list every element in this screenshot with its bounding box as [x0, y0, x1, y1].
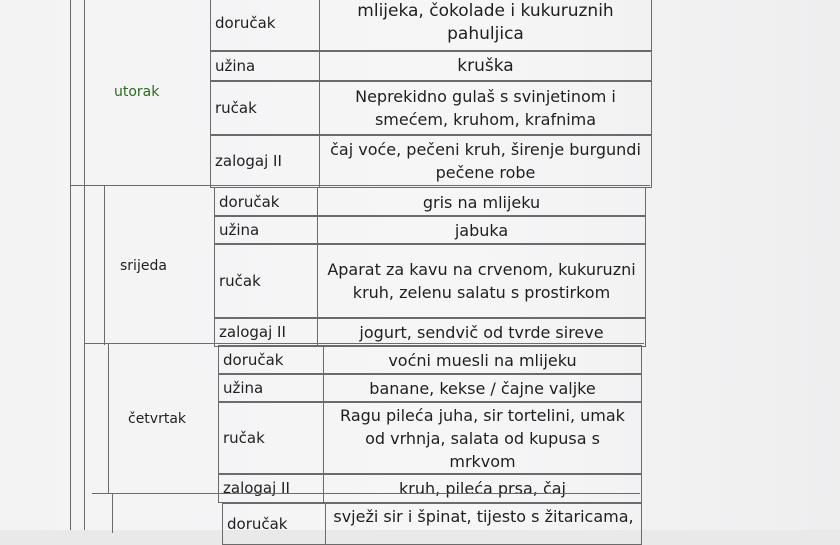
table-row	[214, 243, 646, 319]
day-label-cetvrtak: četvrtak	[128, 411, 187, 427]
table-row	[218, 373, 642, 403]
day-separator	[84, 343, 644, 344]
meal-cell: ručak	[218, 402, 324, 474]
table-row	[210, 80, 652, 136]
dish-cell: kruh, pileća prsa, čaj	[324, 474, 642, 502]
meal-cell: užina	[210, 51, 320, 81]
table-row	[214, 215, 646, 245]
meal-cell: zalogaj II	[218, 474, 324, 502]
day-column-border	[108, 343, 109, 493]
dish-cell: mlijeka, čokolade i kukuruznih pahuljica	[320, 0, 652, 51]
dish-cell: čaj voće, pečeni kruh, širenje burgundi pečene robe	[320, 135, 652, 187]
table-row	[218, 473, 642, 503]
meal-cell: doručak	[218, 346, 324, 374]
table-row	[222, 503, 642, 545]
table-row	[210, 50, 652, 82]
dish-cell: svježi sir i špinat, tijesto s žitaricama,	[326, 504, 642, 544]
meal-cell: doručak	[214, 188, 318, 216]
meal-cell: doručak	[210, 0, 320, 51]
day-label-srijeda: srijeda	[120, 258, 167, 274]
day-separator	[70, 185, 650, 186]
table-row	[210, 134, 652, 188]
table-border-left	[70, 0, 71, 530]
meal-cell: ručak	[210, 81, 320, 135]
dish-cell: gris na mlijeku	[318, 188, 646, 216]
day-column-border	[112, 493, 113, 533]
meal-cell: zalogaj II	[214, 318, 318, 346]
meal-cell: ručak	[214, 244, 318, 318]
day-label-utorak: utorak	[114, 84, 160, 100]
meal-cell: zalogaj II	[210, 135, 320, 187]
meal-cell: užina	[214, 216, 318, 244]
dish-cell: voćni muesli na mlijeku	[324, 346, 642, 374]
dish-cell: jabuka	[318, 216, 646, 244]
table-border-inner	[84, 0, 85, 530]
dish-cell: jogurt, sendvič od tvrde sireve	[318, 318, 646, 346]
meal-cell: užina	[218, 374, 324, 402]
dish-cell: Neprekidno gulaš s svinjetinom i smećem, kruhom, krafnima	[320, 81, 652, 135]
dish-cell: Ragu pileća juha, sir tortelini, umak od vrhnja, salata od kupusa s mrkvom	[324, 402, 642, 474]
table-row	[210, 0, 652, 52]
day-separator	[92, 493, 640, 494]
dish-cell: kruška	[320, 51, 652, 81]
dish-cell: banane, kekse / čajne valjke	[324, 374, 642, 402]
dish-cell: Aparat za kavu na crvenom, kukuruzni kruh, zelenu salatu s prostirkom	[318, 244, 646, 318]
table-row	[218, 401, 642, 475]
meal-cell: doručak	[222, 504, 326, 544]
table-row	[218, 345, 642, 375]
table-row	[214, 187, 646, 217]
day-column-border	[104, 185, 105, 345]
